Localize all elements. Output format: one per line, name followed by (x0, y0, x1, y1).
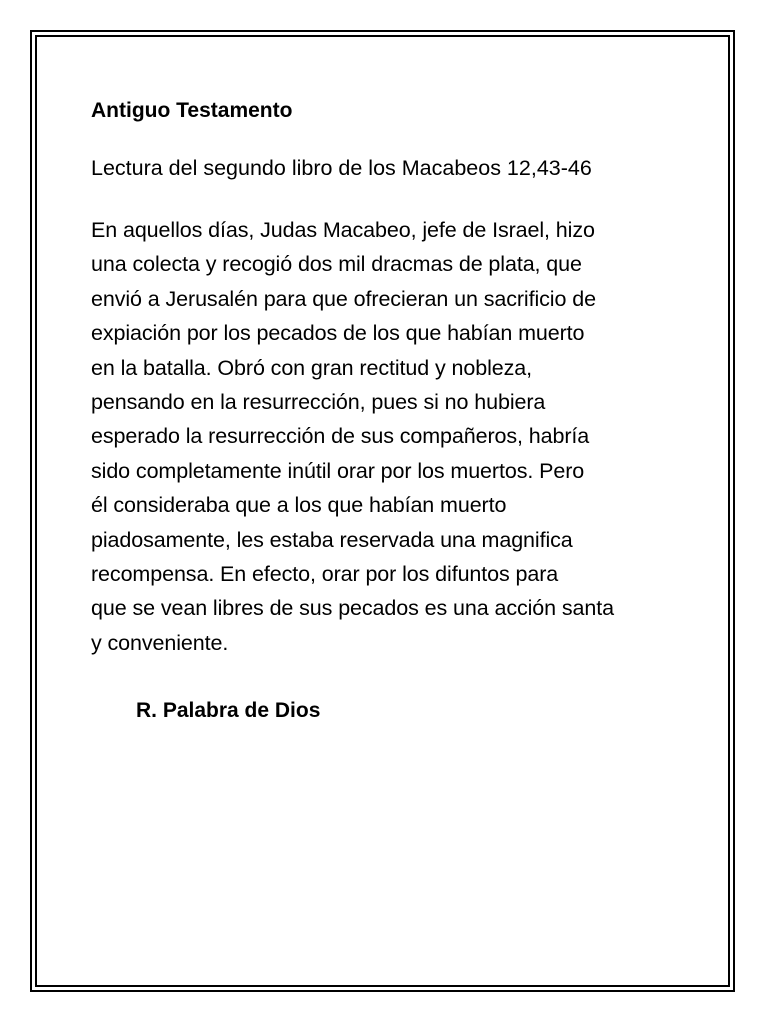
body-line: y conveniente. (91, 630, 229, 655)
reading-reference: Lectura del segundo libro de los Macabeos 12,43-46 (91, 156, 592, 180)
reading-content (91, 96, 703, 726)
body-line: esperado la resurrección de sus compañeros, habría (91, 424, 590, 449)
body-line: envió a Jerusalén para que ofrecieran un sacrificio de (91, 286, 596, 311)
body-line: él consideraba que a los que habían muerto (91, 493, 507, 518)
body-line: En aquellos días, Judas Macabeo, jefe de Israel, hizo (91, 218, 595, 242)
body-line: expiación por los pecados de los que habían muerto (91, 321, 585, 346)
body-line: en la batalla. Obró con gran rectitud y nobleza, (91, 355, 532, 380)
reading-body (91, 213, 703, 660)
body-line: sido completamente inútil orar por los muertos. Pero (91, 458, 585, 483)
body-line: que se vean libres de sus pecados es una acción santa (91, 596, 614, 621)
body-line: pensando en la resurrección, pues si no hubiera (91, 390, 546, 415)
response-line: R. Palabra de Dios (136, 699, 321, 723)
body-line: una colecta y recogió dos mil dracmas de plata, que (91, 252, 582, 277)
section-title: Antiguo Testamento (91, 99, 293, 122)
body-line: recompensa. En efecto, orar por los difuntos para (91, 562, 559, 587)
body-line: piadosamente, les estaba reservada una magnifica (91, 527, 573, 552)
